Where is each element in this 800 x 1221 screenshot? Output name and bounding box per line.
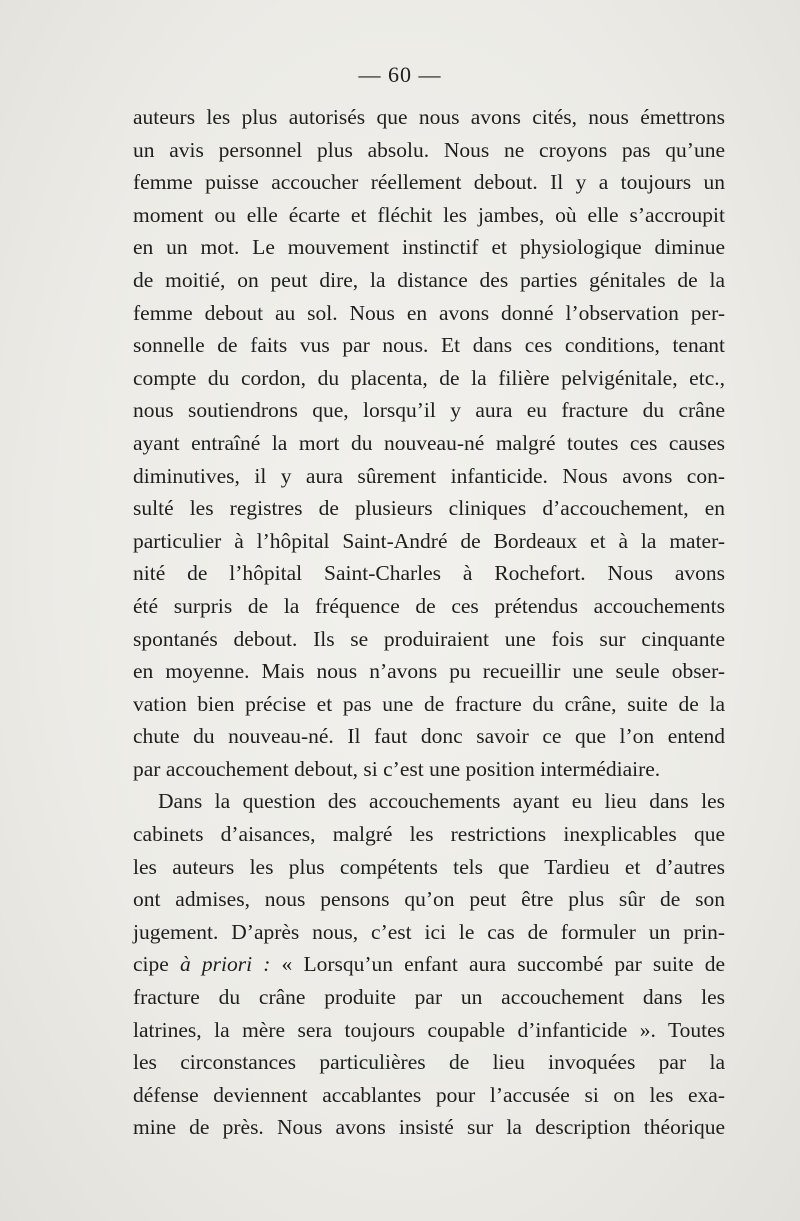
- text-line: nous soutiendrons que, lorsqu’il y aura eu fracture du crâne: [133, 398, 725, 423]
- text-line: été surpris de la fréquence de ces prétendus accouchements: [133, 593, 725, 618]
- text-line: sulté les registres de plusieurs cliniques d’accouchement, en: [133, 496, 725, 521]
- text-line: défense deviennent accablantes pour l’accusée si on les exa-: [133, 1082, 725, 1107]
- text-line: vation bien précise et pas une de fracture du crâne, suite de la: [133, 691, 725, 716]
- text-line: cabinets d’aisances, malgré les restrictions inexplicables que: [133, 822, 725, 847]
- text-line: jugement. D’après nous, c’est ici le cas de formuler un prin-: [133, 919, 725, 944]
- text-line: mine de près. Nous avons insisté sur la description théorique: [133, 1115, 725, 1140]
- text-line: Dans la question des accouchements ayant eu lieu dans les: [158, 789, 725, 814]
- text-segment: « Lorsqu’un enfant aura succombé par suite de: [270, 952, 725, 977]
- text-line: latrines, la mère sera toujours coupable d’infanticide ». Toutes: [133, 1017, 725, 1042]
- text-line: [133, 948, 725, 981]
- text-line: les auteurs les plus compétents tels que Tardieu et d’autres: [133, 854, 725, 879]
- text-line: par accouchement debout, si c’est une position intermédiaire.: [133, 756, 661, 781]
- text-line: chute du nouveau-né. Il faut donc savoir ce que l’on entend: [133, 724, 725, 749]
- text-line: en moyenne. Mais nous n’avons pu recueillir une seule obser-: [133, 659, 725, 684]
- text-line: spontanés debout. Ils se produiraient une fois sur cinquante: [133, 626, 725, 651]
- text-line: les circonstances particulières de lieu invoquées par la: [133, 1050, 725, 1075]
- text-line: auteurs les plus autorisés que nous avons cités, nous émettrons: [133, 105, 725, 129]
- text-line: fracture du crâne produite par un accouchement dans les: [133, 985, 725, 1010]
- italic-term: à priori :: [179, 952, 271, 977]
- text-line: en un mot. Le mouvement instinctif et physiologique diminue: [133, 235, 725, 260]
- text-line: sonnelle de faits vus par nous. Et dans ces conditions, tenant: [133, 333, 725, 358]
- text-segment: cipe: [133, 952, 180, 977]
- text-line: de moitié, on peut dire, la distance des parties génitales de la: [133, 267, 725, 292]
- text-line: ayant entraîné la mort du nouveau-né malgré toutes ces causes: [133, 430, 725, 455]
- page-number: — 60 —: [358, 62, 442, 87]
- text-line: un avis personnel plus absolu. Nous ne croyons pas qu’une: [133, 137, 725, 162]
- text-line: nité de l’hôpital Saint-Charles à Rochefort. Nous avons: [133, 561, 725, 586]
- body-text: [133, 101, 725, 1144]
- text-line: femme debout au sol. Nous en avons donné l’observation per-: [133, 300, 725, 325]
- text-line: diminutives, il y aura sûrement infanticide. Nous avons con-: [133, 463, 725, 488]
- text-line: femme puisse accoucher réellement debout. Il y a toujours un: [133, 170, 725, 195]
- text-line: moment ou elle écarte et fléchit les jambes, où elle s’accroupit: [133, 202, 725, 227]
- text-line: ont admises, nous pensons qu’on peut être plus sûr de son: [133, 887, 725, 912]
- text-line: particulier à l’hôpital Saint-André de Bordeaux et à la mater-: [133, 528, 725, 553]
- text-line: compte du cordon, du placenta, de la filière pelvigénitale, etc.,: [133, 365, 725, 390]
